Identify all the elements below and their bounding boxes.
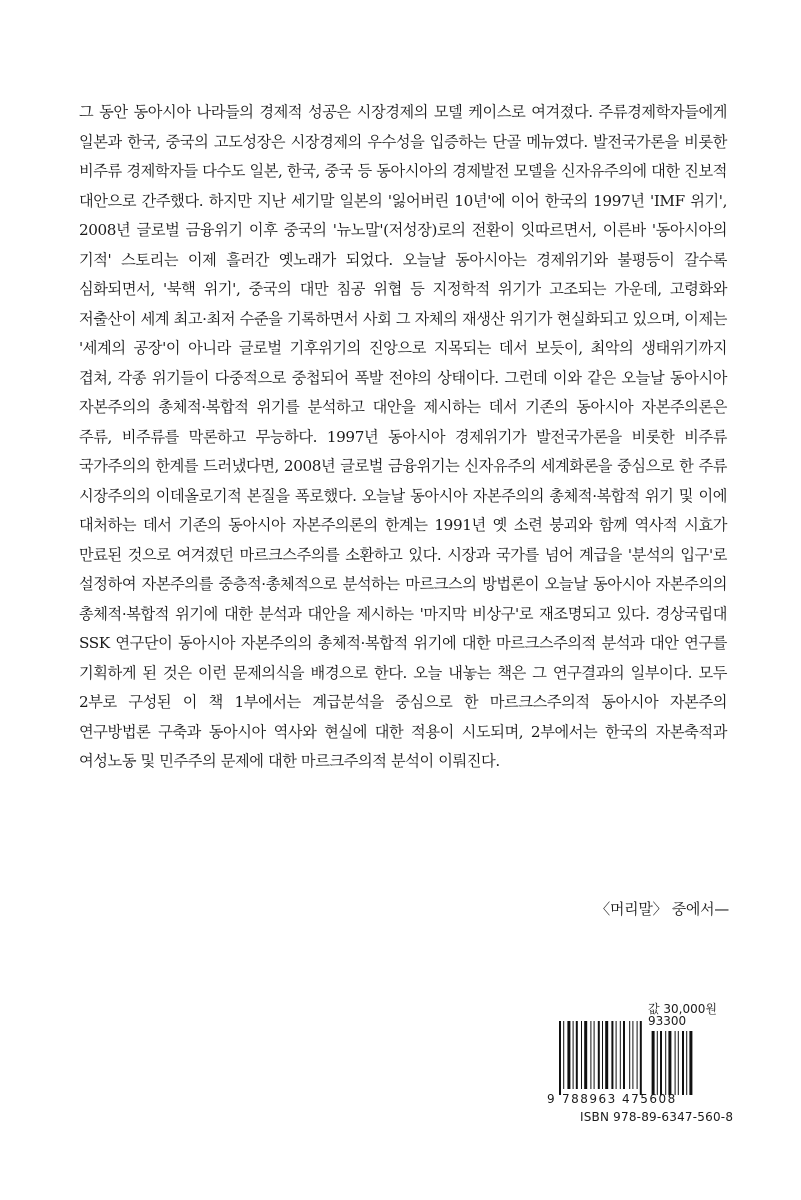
isbn-number: ISBN 978-89-6347-560-8 <box>580 1110 734 1124</box>
source-attribution: 〈머리말〉 중에서— <box>595 900 729 918</box>
barcode-addon-code: 93300 <box>648 1014 687 1028</box>
preface-paragraph: 그 동안 동아시아 나라들의 경제적 성공은 시장경제의 모델 케이스로 여겨졌다. 주류경제학자들에게 일본과 한국, 중국의 고도성장은 시장경제의 우수성을 입증하는 단골 메뉴였다. 발전국가론을 비롯한 비주류 경제학자들 다수도 일본, 한국, 중국 등 동아시아의 경제발전 모델을 신자유주의에 대한 진보적 대안으로 간주했다. 하지만 지난 세기말 일본의 '잃어버린 10년'에 이어 한국의 1997년 'IMF 위기', 2008년 글로벌 금융위기 이후 중국의 '뉴노말'(저성장)로의 전환이 잇따르면서, 이른바 '동아시아의 기적' 스토리는 이제 흘러간 옛노래가 되었다. 오늘날 동아시아는 경제위기와 불평등이 갈수록 심화되면서, '북핵 위기', 중국의 대만 침공 위협 등 지정학적 위기가 고조되는 가운데, 고령화와 저출산이 세계 최고·최저 수준을 기록하면서 사회 그 자체의 재생산 위기가 현실화되고 있으며, 이제는 '세계의 공장'이 아니라 글로벌 기후위기의 진앙으로 지목되는 데서 보듯이, 최악의 생태위기까지 겹쳐, 각종 위기들이 다중적으로 중첩되어 폭발 전야의 상태이다. 그런데 이와 같은 오늘날 동아시아 자본주의의 총체적·복합적 위기를 분석하고 대안을 제시하는 데서 기존의 동아시아 자본주의론은 주류, 비주류를 막론하고 무능하다. 1997년 동아시아 경제위기가 발전국가론을 비롯한 비주류 국가주의의 한계를 드러냈다면, 2008년 글로벌 금융위기는 신자유주의 세계화론을 중심으로 한 주류 시장주의의 이데올로기적 본질을 폭로했다. 오늘날 동아시아 자본주의의 총체적·복합적 위기 및 이에 대처하는 데서 기존의 동아시아 자본주의론의 한계는 1991년 옛 소련 붕괴와 함께 역사적 시효가 만료된 것으로 여겨졌던 마르크스주의를 소환하고 있다. 시장과 국가를 넘어 계급을 '분석의 입구'로 설정하여 자본주의를 중층적·총체적으로 분석하는 마르크스의 방법론이 오늘날 동아시아 자본주의의 총체적·복합적 위기에 대한 분석과 대안을 제시하는 '마지막 비상구'로 재조명되고 있다. 경상국립대 SSK 연구단이 동아시아 자본주의의 총체적·복합적 위기에 대한 마르크스주의적 분석과 대안 연구를 기획하게 된 것은 이런 문제의식을 배경으로 한다. 오늘 내놓는 책은 그 연구결과의 일부이다. 모두 2부로 구성된 이 책 1부에서는 계급분석을 중심으로 한 마르크스주의적 동아시아 자본주의 연구방법론 구축과 동아시아 역사와 현실에 대한 적용이 시도되며, 2부에서는 한국의 자본축적과 여성노동 및 민주주의 문제에 대한 마르크주의적 분석이 이뤄진다. <box>79 103 727 770</box>
barcode-first-digit: 9 <box>547 1092 555 1106</box>
barcode-main-bars <box>559 1021 642 1095</box>
preface-excerpt <box>79 98 727 777</box>
barcode-left-digits: 788963 <box>562 1092 617 1106</box>
barcode-addon-bars <box>652 1031 693 1095</box>
price-label: 값 30,000원 <box>648 1002 717 1016</box>
barcode-right-digits: 475608 <box>622 1092 677 1106</box>
